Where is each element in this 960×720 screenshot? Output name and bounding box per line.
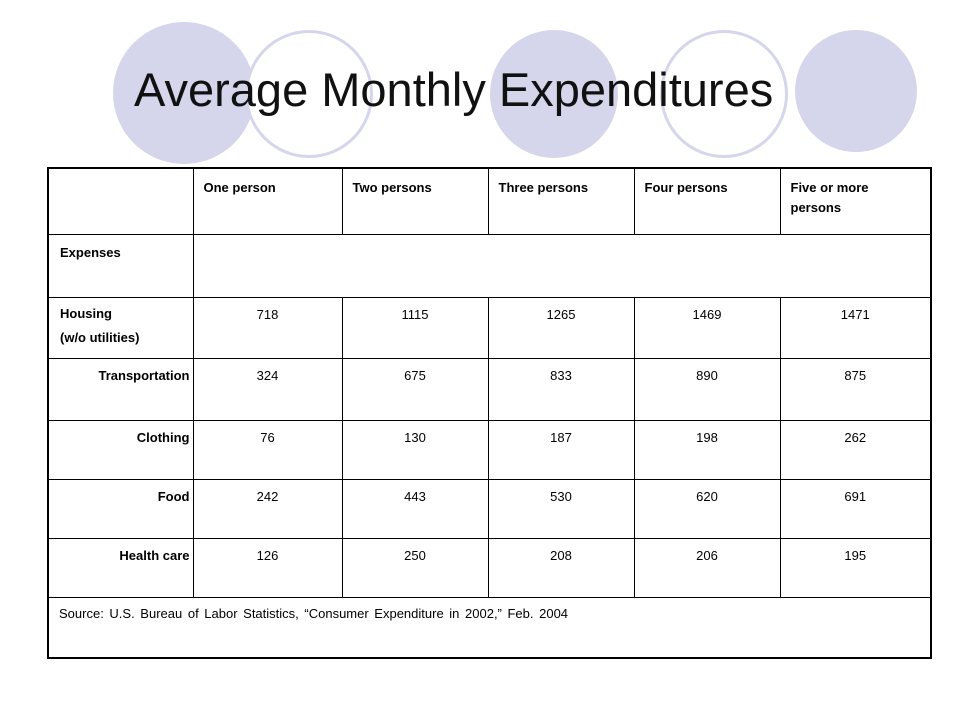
row-label-line: (w/o utilities) <box>60 329 140 345</box>
table-row <box>48 420 931 479</box>
table-cell: 1469 <box>634 297 780 358</box>
table-cell: 443 <box>342 479 488 538</box>
table-cell: 530 <box>488 479 634 538</box>
table-cell: 620 <box>634 479 780 538</box>
column-header: Two persons <box>342 168 488 234</box>
source-note: Source: U.S. Bureau of Labor Statistics, “Consumer Expenditure in 2002,” Feb. 2004 <box>48 597 931 658</box>
table-header-row <box>48 168 931 234</box>
row-label: Health care <box>48 538 193 597</box>
table-cell: 691 <box>780 479 931 538</box>
row-label-housing <box>48 297 193 358</box>
column-header: Three persons <box>488 168 634 234</box>
table-cell: 126 <box>193 538 342 597</box>
table-cell: 262 <box>780 420 931 479</box>
table-cell: 1471 <box>780 297 931 358</box>
table-row <box>48 538 931 597</box>
header-corner-cell <box>48 168 193 234</box>
table-cell: 195 <box>780 538 931 597</box>
table-row <box>48 358 931 420</box>
table-cell: 208 <box>488 538 634 597</box>
table-cell: 324 <box>193 358 342 420</box>
decorative-circle <box>795 30 917 152</box>
column-header: One person <box>193 168 342 234</box>
table-cell: 130 <box>342 420 488 479</box>
source-row <box>48 597 931 658</box>
table-cell: 198 <box>634 420 780 479</box>
table-row <box>48 479 931 538</box>
row-label: Food <box>48 479 193 538</box>
row-label: Transportation <box>48 358 193 420</box>
section-row <box>48 234 931 297</box>
table-cell: 250 <box>342 538 488 597</box>
table-cell: 675 <box>342 358 488 420</box>
table-cell: 875 <box>780 358 931 420</box>
expenditures-table <box>47 167 932 659</box>
table-cell: 206 <box>634 538 780 597</box>
section-label: Expenses <box>48 234 193 297</box>
table-cell: 833 <box>488 358 634 420</box>
table-cell: 1115 <box>342 297 488 358</box>
section-blank-cell <box>193 234 931 297</box>
table-cell: 890 <box>634 358 780 420</box>
table-cell: 1265 <box>488 297 634 358</box>
table-cell: 718 <box>193 297 342 358</box>
row-label: Clothing <box>48 420 193 479</box>
slide-title: Average Monthly Expenditures <box>134 63 774 116</box>
row-label-line: Housing <box>60 305 112 321</box>
column-header: Four persons <box>634 168 780 234</box>
table-cell: 242 <box>193 479 342 538</box>
table-cell: 76 <box>193 420 342 479</box>
column-header: Five or more persons <box>780 168 931 234</box>
table-row <box>48 297 931 358</box>
table-cell: 187 <box>488 420 634 479</box>
